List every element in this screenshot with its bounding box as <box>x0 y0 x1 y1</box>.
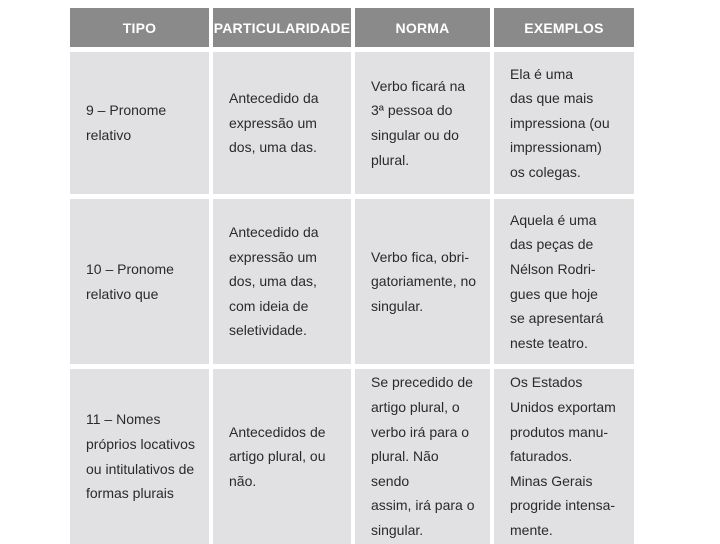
cell-exemplos <box>494 52 634 194</box>
cell-exemplos <box>494 199 634 364</box>
cell-norma <box>355 199 490 364</box>
cell-particularidade <box>213 199 351 364</box>
cell-particularidade-text: Antecedido da expressão um dos, uma das, com ideia de seletividade. <box>229 224 319 339</box>
cell-exemplos-text: Aquela é uma das peças de Nélson Rodri- gues que hoje se apresentará neste teatro. <box>510 211 604 351</box>
cell-tipo <box>70 369 209 544</box>
header-tipo: TIPO <box>70 8 209 47</box>
concordance-table <box>70 8 638 544</box>
header-exemplos: EXEMPLOS <box>494 8 634 47</box>
cell-norma-text: Verbo fica, obri- gatoriamente, no singular. <box>371 248 477 314</box>
cell-exemplos <box>494 369 634 544</box>
table-row <box>70 199 638 364</box>
cell-tipo <box>70 199 209 364</box>
header-particularidade: PARTICULARIDADE <box>213 8 351 47</box>
cell-particularidade-text: Antecedido da expressão um dos, uma das. <box>229 90 319 156</box>
cell-norma-text: Verbo ficará na 3ª pessoa do singular ou do plural. <box>371 77 466 168</box>
cell-tipo-text: 10 – Pronome relativo que <box>86 260 174 302</box>
cell-exemplos-text: Os Estados Unidos exportam produtos manu- faturados. Minas Gerais progride intensa- mente. <box>510 374 616 538</box>
table-row <box>70 369 638 544</box>
cell-tipo-text: 11 – Nomes próprios locativos ou intitulativos de formas plurais <box>86 411 195 502</box>
cell-tipo <box>70 52 209 194</box>
cell-norma <box>355 52 490 194</box>
cell-particularidade-text: Antecedidos de artigo plural, ou não. <box>229 423 326 489</box>
cell-norma-text: Se precedido de artigo plural, o verbo irá para o plural. Não sendo assim, irá para o singular. <box>371 374 475 538</box>
table-row <box>70 52 638 194</box>
cell-particularidade <box>213 369 351 544</box>
table-header <box>70 8 638 47</box>
cell-exemplos-text: Ela é uma das que mais impressiona (ou impressionam) os colegas. <box>510 65 610 180</box>
cell-norma <box>355 369 490 544</box>
cell-tipo-text: 9 – Pronome relativo <box>86 102 167 143</box>
cell-particularidade <box>213 52 351 194</box>
header-norma: NORMA <box>355 8 490 47</box>
